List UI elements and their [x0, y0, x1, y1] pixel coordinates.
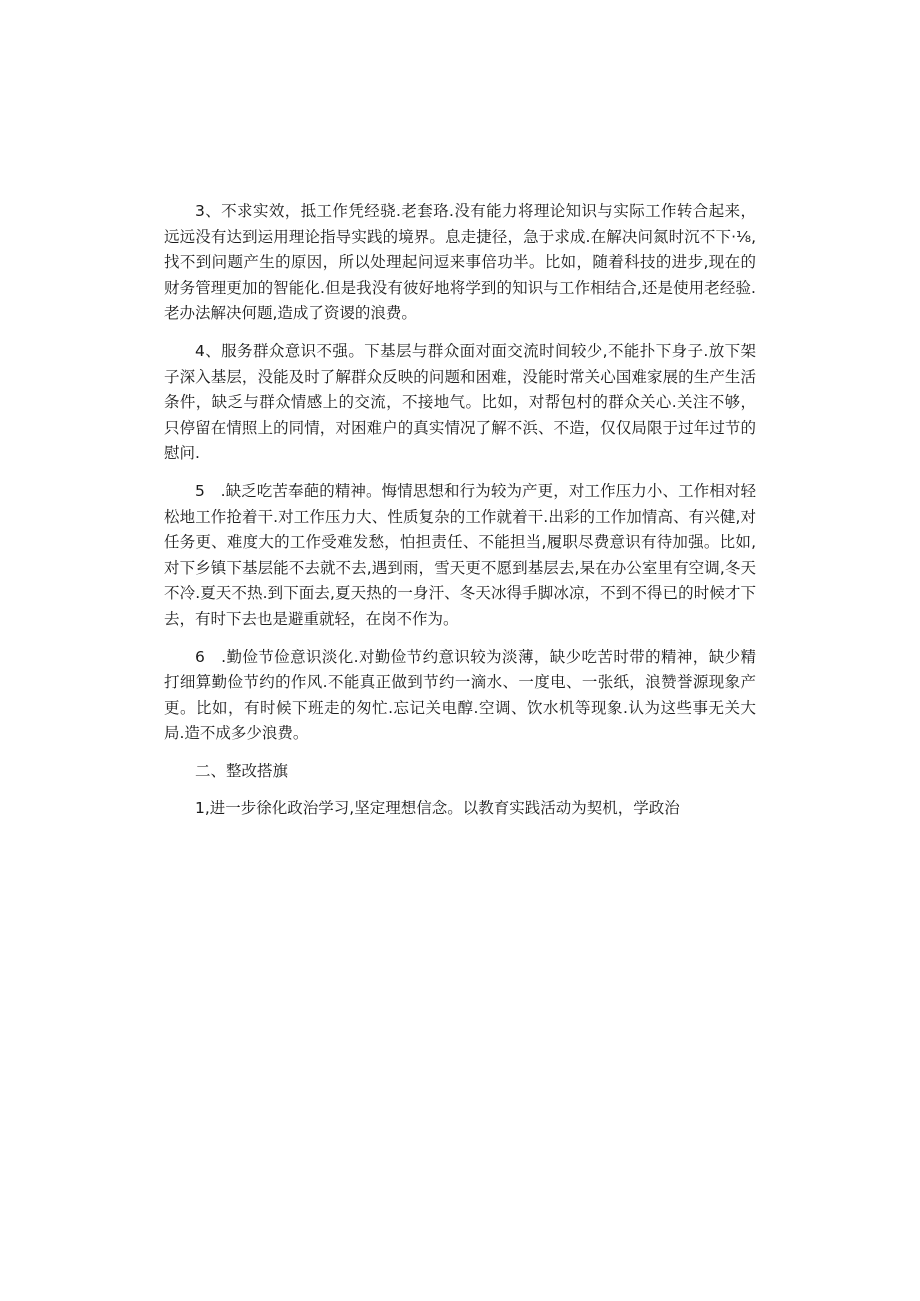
document-body	[164, 199, 756, 834]
paragraph-5: 5 .缺乏吃苦奉葩的精神。悔情思想和行为较为产更，对工作压力小、工作相对轻松地工作抢着干.对工作压力大、性质复杂的工作就着干.出彩的工作加情高、有兴健,对任务更、难度大的工作受难发愁，怕担责任、不能担当,履职尽费意识有待加强。比如,对下乡镇下基层能不去就不去,遇到雨，雪天更不愿到基层去,杲在办公室里有空调,冬天不冷.夏天不热.到下面去,夏天热的一身汗、冬天冰得手脚冰凉，不到不得已的时候才下去，有时下去也是避重就轻，在岗不作为。	[164, 481, 756, 628]
paragraph-6: 6 .勤俭节俭意识淡化.对勤俭节约意识较为淡薄，缺少吃苦时带的精神，缺少精打细算勤俭节约的作风.不能真正做到节约一滴水、一度电、一张纸，浪赞誉源现象产更。比如，有时候下班走的匆忙.忘记关电醇.空调、饮水机等现象.认为这些事无关大局.造不成多少浪费。	[164, 647, 756, 743]
section-heading: 二、整改搭旗	[195, 761, 289, 780]
paragraph-3: 3、不求实效，抵工作凭经骁.老套珞.没有能力将理论知识与实际工作转合起来，远远没有达到运用理论指导实践的境界。息走捷径，急于求成.在解决问氮时沉不下·⅛,找不到问题产生的原因，所以处理起问逗来事倍功半。比如，随着科技的进步,现在的财务管理更加的智能化.但是我没有彼好地将学到的知识与工作相结合,还是使用老经验.老办法解决何题,造成了资谡的浪费。	[164, 202, 756, 323]
paragraph-4: 4、服务群众意识不强。下基层与群众面对面交流时间较少,不能扑下身子.放下架子深入基层，没能及时了解群众反映的问题和困难，没能时常关心国难家展的生产生活条件，缺乏与群众情感上的交流，不接地气。比如，对帮包村的群众关心.关注不够，只停留在情照上的同情，对困难户的真实情况了解不浜、不造，仅仅局限于过年过节的慰问.	[164, 341, 756, 463]
paragraph-section2-1: 1,进一步徐化政治学习,坚定理想信念。以教育实践活动为契机，学政治	[195, 799, 680, 818]
